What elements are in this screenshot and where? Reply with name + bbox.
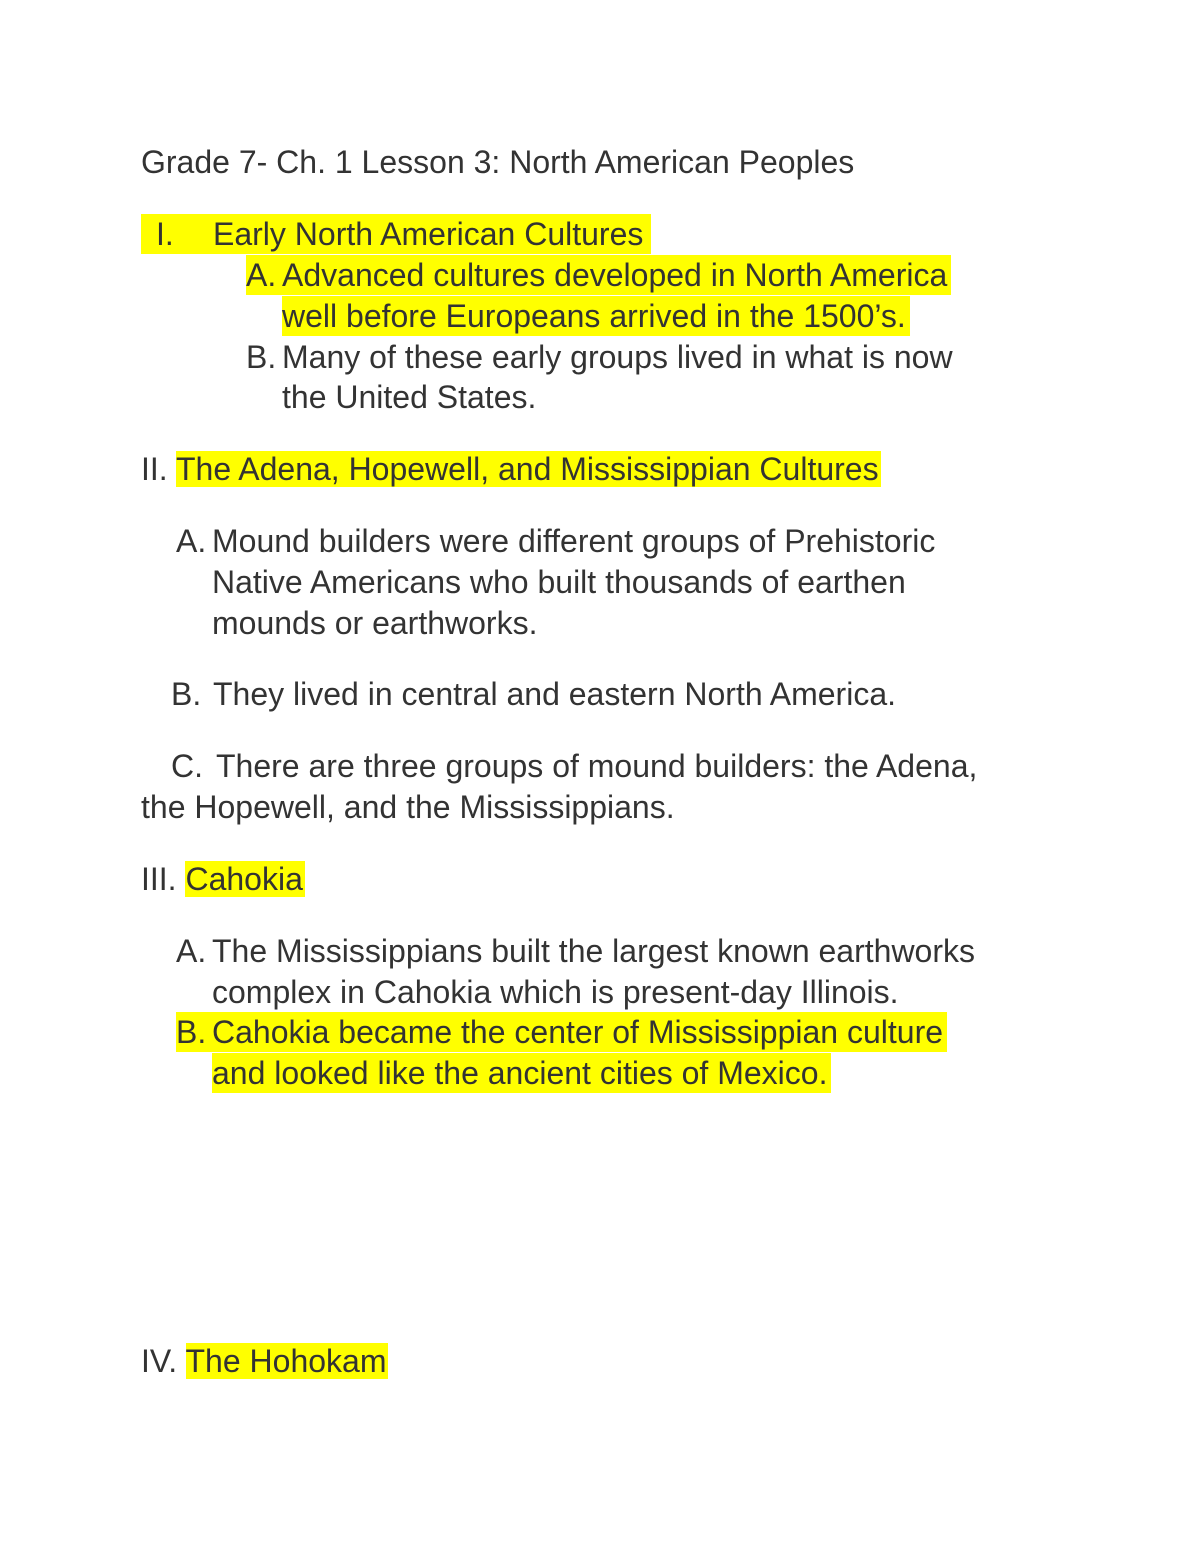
section-1-item-a-marker: A.: [246, 257, 277, 293]
section-2-item-b-marker: B.: [171, 676, 202, 712]
section-3-heading: Cahokia: [185, 861, 303, 897]
section-2-item-b: B. They lived in central and eastern North America.: [171, 676, 896, 712]
section-3-item-b-line-2: and looked like the ancient cities of Mexico.: [212, 1053, 831, 1093]
section-1-numeral: I.: [156, 216, 174, 252]
section-3-item-a-line-1: A. The Mississippians built the largest known earthworks: [176, 933, 975, 969]
page-title: Grade 7- Ch. 1 Lesson 3: North American Peoples: [141, 144, 855, 180]
section-2-item-c-marker: C.: [171, 748, 203, 784]
section-3-item-a-marker: A.: [176, 933, 207, 969]
section-1-item-b-marker: B.: [246, 339, 277, 375]
section-1-item-a-line-1: A. Advanced cultures developed in North America: [246, 255, 951, 295]
section-1-item-b-line-1: B. Many of these early groups lived in what is now: [246, 339, 953, 375]
section-2-heading: The Adena, Hopewell, and Mississippian Cultures: [175, 451, 879, 487]
section-1-item-b-line-2: the United States.: [282, 379, 537, 415]
section-1-heading: Early North American Cultures: [213, 216, 644, 252]
section-4-numeral: IV.: [141, 1343, 178, 1379]
section-3-item-b-line-1: B. Cahokia became the center of Mississippian culture: [176, 1012, 947, 1052]
section-2-item-a-line-3: mounds or earthworks.: [212, 605, 538, 641]
section-2-item-a-line-2: Native Americans who built thousands of earthen: [212, 564, 906, 600]
section-1-heading-line: [141, 214, 651, 254]
section-2-item-c-line-2: the Hopewell, and the Mississippians.: [141, 789, 675, 825]
section-4-heading: The Hohokam: [185, 1343, 387, 1379]
section-2-heading-line: [141, 449, 881, 489]
section-2-item-a-line-1: A. Mound builders were different groups of Prehistoric: [176, 523, 936, 559]
section-3-numeral: III.: [141, 861, 177, 897]
section-3-item-b-marker: B.: [176, 1014, 207, 1050]
section-2-item-a-marker: A.: [176, 523, 207, 559]
section-3-heading-line: [141, 859, 305, 899]
section-3-item-a-line-2: complex in Cahokia which is present-day Illinois.: [212, 974, 899, 1010]
section-2-item-c-line-1: C. There are three groups of mound builders: the Adena,: [171, 748, 978, 784]
section-1-item-a-line-2: well before Europeans arrived in the 1500’s.: [282, 296, 910, 336]
section-4-heading-line: [141, 1341, 388, 1381]
section-2-numeral: II.: [141, 451, 168, 487]
